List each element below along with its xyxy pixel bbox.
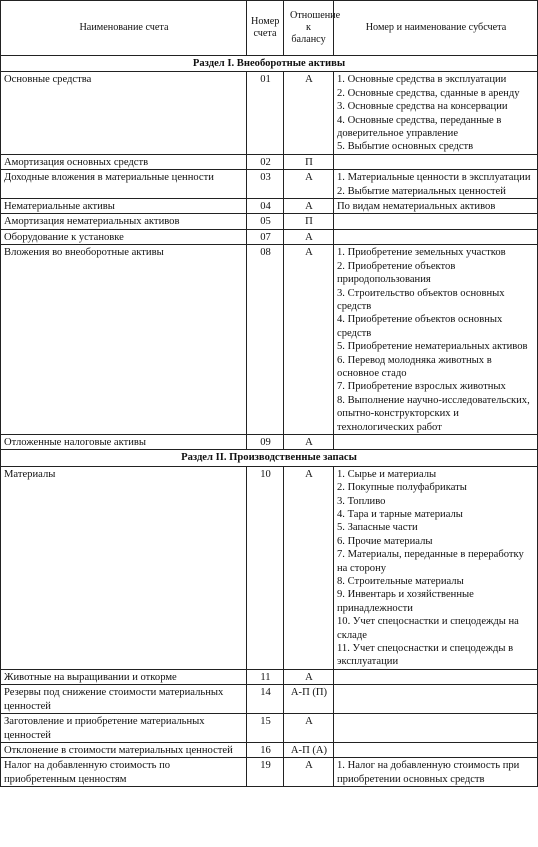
section-title: Раздел II. Производственные запасы (1, 450, 538, 466)
subaccounts-cell (334, 245, 538, 435)
account-name: Нематериальные активы (1, 199, 247, 214)
account-number: 08 (247, 245, 284, 435)
balance-relation: П (284, 154, 334, 169)
table-row (1, 245, 538, 435)
account-name: Резервы под снижение стоимости материальных ценностей (1, 685, 247, 714)
subaccount-item: 4. Тара и тарные материалы (337, 509, 463, 520)
table-row (1, 434, 538, 449)
account-name: Отложенные налоговые активы (1, 434, 247, 449)
subaccount-item: 4. Приобретение объектов основных средств (337, 314, 503, 339)
subaccount-item: 8. Выполнение научно-исследовательских, опытно-конструкторских и технологических работ (337, 394, 530, 433)
balance-relation: А (284, 714, 334, 743)
account-number: 10 (247, 466, 284, 669)
balance-relation: А (284, 72, 334, 154)
header-balance-relation: Отношение к балансу (284, 1, 334, 56)
account-number: 04 (247, 199, 284, 214)
header-account-name: Наименование счета (1, 1, 247, 56)
subaccount-item: 5. Выбытие основных средств (337, 141, 474, 153)
subaccount-item: 2. Выбытие материальных ценностей (337, 185, 506, 197)
subaccounts-cell (334, 466, 538, 669)
account-name: Налог на добавленную стоимость по приобретенным ценностям (1, 758, 247, 787)
account-number: 19 (247, 758, 284, 787)
account-name: Оборудование к установке (1, 229, 247, 244)
subaccount-item: 8. Строительные материалы (337, 576, 464, 588)
subaccount-item: 1. Налог на добавленную стоимость при приобретении основных средств (337, 760, 520, 785)
subaccounts-cell (334, 199, 538, 214)
subaccounts-cell (334, 685, 538, 714)
table-row (1, 466, 538, 669)
subaccount-item: 1. Основные средства в эксплуатации (337, 74, 507, 86)
balance-relation: А (284, 229, 334, 244)
account-number: 16 (247, 742, 284, 757)
subaccount-item: 2. Покупные полуфабрикаты (337, 482, 467, 494)
balance-relation: А-П (П) (284, 685, 334, 714)
account-name: Вложения во внеоборотные активы (1, 245, 247, 435)
subaccount-item: 2. Приобретение объектов природопользования (337, 260, 456, 286)
subaccounts-cell (334, 229, 538, 244)
subaccount-item: 5. Приобретение нематериальных активов (337, 341, 528, 353)
subaccount-item: 9. Инвентарь и хозяйственные принадлежности (337, 589, 474, 614)
table-row (1, 170, 538, 199)
subaccount-item: 2. Основные средства, сданные в аренду (337, 87, 520, 99)
subaccounts-cell (334, 669, 538, 684)
table-row (1, 154, 538, 169)
account-name: Основные средства (1, 72, 247, 154)
account-number: 11 (247, 669, 284, 684)
balance-relation: А-П (А) (284, 742, 334, 757)
table-row (1, 714, 538, 743)
table-body (1, 56, 538, 787)
table-row (1, 199, 538, 214)
subaccounts-cell (334, 214, 538, 229)
subaccount-item: 3. Строительство объектов основных средств (337, 287, 505, 312)
subaccounts-cell (334, 742, 538, 757)
table-row (1, 758, 538, 787)
subaccount-item: 1. Приобретение земельных участков (337, 247, 506, 259)
account-number: 09 (247, 434, 284, 449)
account-number: 14 (247, 685, 284, 714)
section-title: Раздел I. Внеоборотные активы (1, 56, 538, 72)
account-number: 01 (247, 72, 284, 154)
balance-relation: П (284, 214, 334, 229)
table-row (1, 72, 538, 154)
account-name: Доходные вложения в материальные ценности (1, 170, 247, 199)
account-number: 03 (247, 170, 284, 199)
subaccount-item: 10. Учет спецоснастки и спецодежды на складе (337, 616, 519, 641)
account-name: Материалы (1, 466, 247, 669)
subaccount-item: 3. Основные средства на консервации (337, 101, 508, 113)
table-row (1, 229, 538, 244)
account-number: 07 (247, 229, 284, 244)
account-number: 02 (247, 154, 284, 169)
account-name: Животные на выращивании и откорме (1, 669, 247, 684)
subaccount-item: 1. Материальные ценности в эксплуатации (337, 172, 531, 184)
account-name: Амортизация основных средств (1, 154, 247, 169)
account-name: Заготовление и приобретение материальных ценностей (1, 714, 247, 743)
account-name: Отклонение в стоимости материальных ценностей (1, 742, 247, 757)
header-account-number: Номер счета (247, 1, 284, 56)
balance-relation: А (284, 669, 334, 684)
table-row (1, 685, 538, 714)
subaccount-item: 3. Топливо (337, 495, 386, 507)
header-subaccount: Номер и наименование субсчета (334, 1, 538, 56)
subaccounts-cell (334, 714, 538, 743)
balance-relation: А (284, 434, 334, 449)
subaccount-item: 11. Учет спецоснастки и спецодежды в эксплуатации (337, 643, 514, 668)
subaccounts-cell (334, 72, 538, 154)
subaccount-item: 7. Приобретение взрослых животных (337, 381, 506, 393)
table-row (1, 669, 538, 684)
subaccount-item: 7. Материалы, переданные в переработку на сторону (337, 549, 524, 574)
subaccount-item: 6. Прочие материалы (337, 535, 433, 547)
table-row (1, 214, 538, 229)
balance-relation: А (284, 466, 334, 669)
table-row (1, 742, 538, 757)
subaccount-item: 6. Перевод молодняка животных в основное стадо (337, 354, 492, 379)
balance-relation: А (284, 758, 334, 787)
subaccounts-cell (334, 434, 538, 449)
account-number: 15 (247, 714, 284, 743)
section-header-row (1, 450, 538, 466)
subaccount-item: 5. Запасные части (337, 522, 418, 534)
subaccounts-cell (334, 154, 538, 169)
balance-relation: А (284, 245, 334, 435)
account-number: 05 (247, 214, 284, 229)
subaccount-item: 4. Основные средства, переданные в доверительное управление (337, 114, 502, 140)
table-header-row (1, 1, 538, 56)
section-header-row (1, 56, 538, 72)
subaccount-item: По видам нематериальных активов (337, 201, 496, 213)
balance-relation: А (284, 199, 334, 214)
subaccount-item: 1. Сырье и материалы (337, 468, 437, 480)
subaccounts-cell (334, 170, 538, 199)
subaccounts-cell (334, 758, 538, 787)
account-name: Амортизация нематериальных активов (1, 214, 247, 229)
balance-relation: А (284, 170, 334, 199)
